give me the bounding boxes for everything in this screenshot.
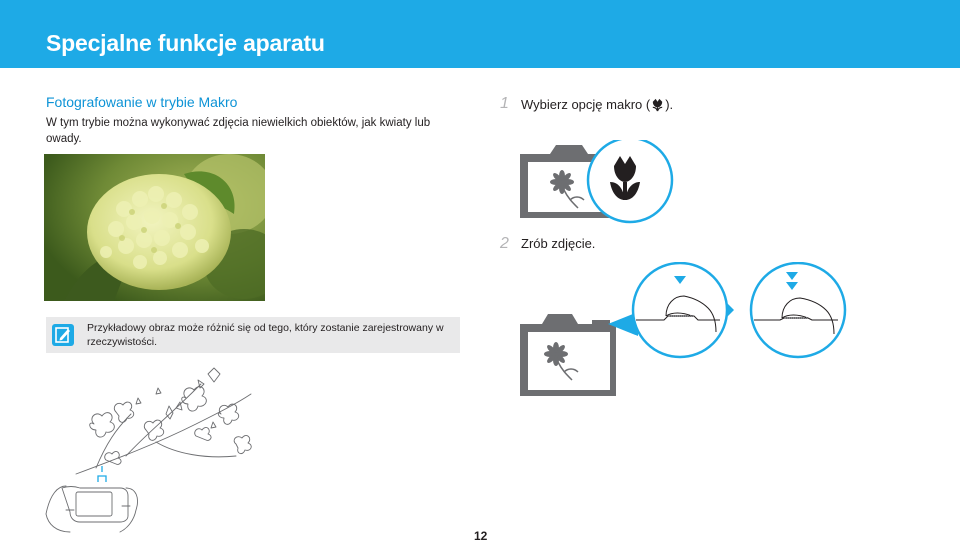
- section-title: Fotografowanie w trybie Makro: [46, 94, 238, 110]
- macro-shooting-illustration: [36, 364, 266, 536]
- macro-sample-photo: [44, 154, 265, 301]
- page-number: 12: [474, 529, 488, 543]
- section-intro: W tym trybie można wykonywać zdjęcia niewielkich obiektów, jak kwiaty lub owady.: [46, 117, 431, 145]
- note-pencil-icon: [51, 323, 75, 347]
- next-arrow-icon: [726, 302, 734, 318]
- step-1-number: 1: [500, 95, 509, 112]
- note-box: [46, 317, 460, 353]
- step-2-number: 2: [500, 235, 509, 252]
- page-title: Specjalne funkcje aparatu: [46, 30, 325, 56]
- step-1-text: Wybierz opcję makro ( ).: [521, 97, 674, 112]
- macro-flower-icon: [650, 97, 665, 112]
- note-text: Przykładowy obraz może różnić się od tego, który zostanie zarejestrowany w rzeczywistości.: [87, 322, 444, 348]
- step-2-text: Zrób zdjęcie.: [521, 236, 596, 251]
- shutter-press-illustration: [516, 262, 850, 398]
- page-header: [0, 0, 960, 68]
- full-press-circle: [751, 263, 845, 357]
- camera-mode-dial-illustration: [516, 140, 680, 224]
